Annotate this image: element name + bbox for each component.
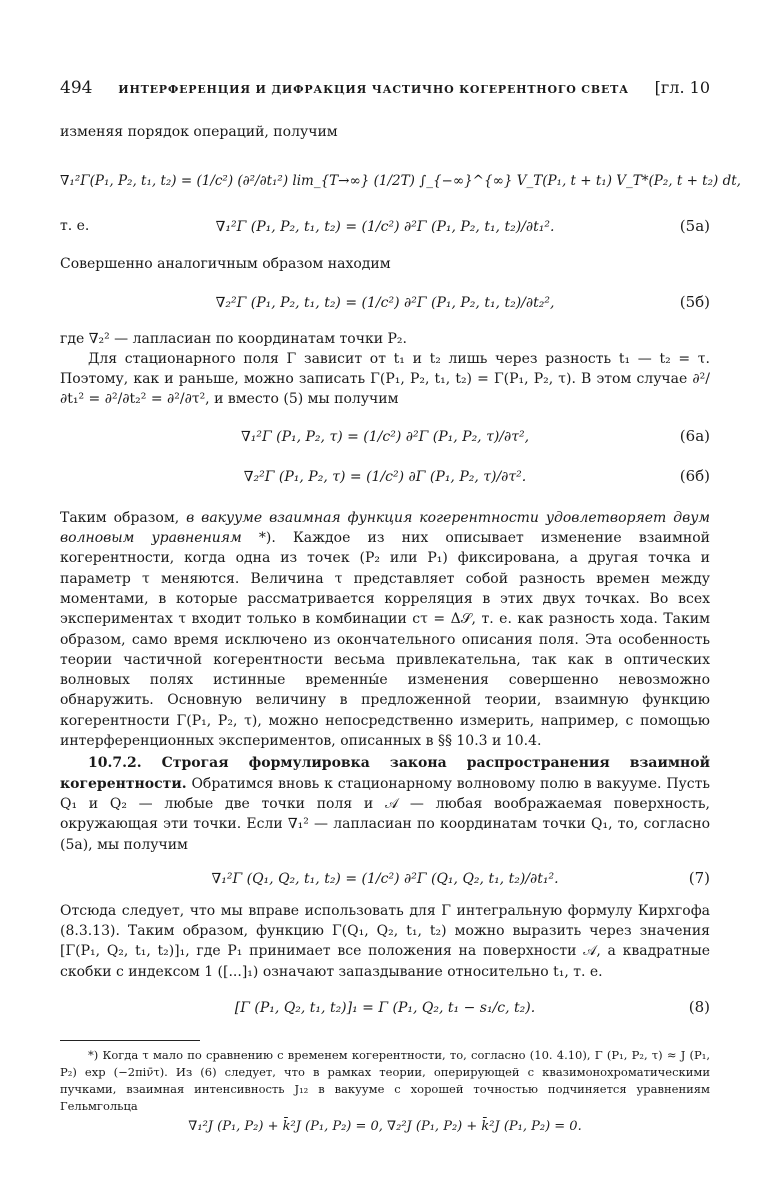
equation-5b-text: ∇₂²Γ (P₁, P₂, t₁, t₂) = (1/c²) ∂²Γ (P₁, P₂, t₁, t₂)/∂t₂², <box>215 294 555 311</box>
paragraph-section <box>60 753 710 854</box>
page-number: 494 <box>60 78 93 98</box>
equation-integral <box>60 160 741 200</box>
paragraph-analogous: Совершенно аналогичным образом находим <box>60 256 391 273</box>
paragraph-laplacian: где ∇₂² — лапласиан по координатам точки P₂. <box>60 330 407 347</box>
equation-7-text: ∇₁²Γ (Q₁, Q₂, t₁, t₂) = (1/c²) ∂²Γ (Q₁, Q₂, t₁, t₂)/∂t₁². <box>211 870 559 887</box>
equation-8-text: [Γ (P₁, Q₂, t₁, t₂)]₁ = Γ (P₁, Q₂, t₁ − s₁/c, t₂). <box>234 1000 536 1017</box>
p5-start: Таким образом, <box>60 509 187 526</box>
paragraph-stationary: Для стационарного поля Γ зависит от t₁ и t₂ лишь через разность t₁ — t₂ = τ. Поэтому, как и раньше, можно записать Γ(P₁, P₂, t₁, t₂) = Γ(P₁, P₂, τ). В этом случае ∂²/∂t₁² = ∂²/∂t₂² = ∂²/∂τ², и вместо (5) мы получим <box>60 350 710 408</box>
paragraph-wave-equations <box>60 508 710 752</box>
book-page <box>60 78 741 1135</box>
equation-5b-number: (5б) <box>679 292 710 311</box>
equation-integral-text: ∇₁²Γ(P₁, P₂, t₁, t₂) = (1/c²) (∂²/∂t₁²) lim_{T→∞} (1/2T) ∫_{−∞}^{∞} V_T(P₁, t + t₁) V_T*(P₂, t + t₂) dt, <box>60 173 741 190</box>
equation-6a-text: ∇₁²Γ (P₁, P₂, τ) = (1/c²) ∂²Γ (P₁, P₂, τ)/∂τ², <box>240 428 530 445</box>
footnote-text: *) Когда τ мало по сравнению с временем когерентности, то, согласно (10. 4.10), Γ (P₁, P₂, τ) ≈ J (P₁, P₂) exp (−2πiν̄τ). Из (6) следует, что в рамках теории, оперирующей с квазимонохроматическими пучками, взаимная интенсивность J₁₂ в вакууме с хорошей точностью подчиняется уравнениям Гельмгольца <box>60 1048 710 1114</box>
footnote-equation: ∇₁²J (P₁, P₂) + k̄²J (P₁, P₂) = 0, ∇₂²J (P₁, P₂) + k̄²J (P₁, P₂) = 0. <box>188 1119 582 1135</box>
equation-7 <box>60 859 710 897</box>
running-title: ИНТЕРФЕРЕНЦИЯ И ДИФРАКЦИЯ ЧАСТИЧНО КОГЕРЕНТНОГО СВЕТА <box>118 83 629 96</box>
p5-rest: *). Каждое из них описывает изменение взаимной когерентности, когда одна из точек (P₂ или P₁) фиксирована, а другая точка и параметр τ меняются. Величина τ представляет собой разность времен между моментами, в которые рассматривается корреляция в этих двух точках. Во всех экспериментах τ входит только в комбинации cτ = Δ𝒮, т. е. как разность хода. Таким образом, само время исключено из окончательного описания поля. Эта особенность теории частичной когерентности весьма привлекательна, так как в оптических волновых полях истинные временны́е изменения совершенно невозможно обнаружить. Основную величину в предложенной теории, взаимную функцию когерентности Γ(P₁, P₂, τ), можно непосредственно измерить, например, с помощью интерференционных экспериментов, описанных в §§ 10.3 и 10.4. <box>60 530 710 750</box>
chapter-marker: [гл. 10 <box>654 78 710 97</box>
equation-6b-text: ∇₂²Γ (P₁, P₂, τ) = (1/c²) ∂Γ (P₁, P₂, τ)/∂τ². <box>243 468 527 485</box>
equation-8 <box>60 988 710 1026</box>
equation-6b <box>60 456 710 496</box>
equation-7-number: (7) <box>688 868 710 887</box>
equation-6b-number: (6б) <box>679 466 710 485</box>
paragraph-intro: изменяя порядок операций, получим <box>60 124 338 140</box>
equation-5b <box>60 281 710 323</box>
footnote-rule <box>60 1040 200 1041</box>
equation-6a <box>60 416 710 456</box>
equation-5a-number: (5а) <box>679 217 710 236</box>
running-header <box>60 78 710 104</box>
equation-5a-text: ∇₁²Γ (P₁, P₂, t₁, t₂) = (1/c²) ∂²Γ (P₁, P₂, t₁, t₂)/∂t₁². <box>215 219 555 236</box>
footnote <box>60 1047 710 1134</box>
p6-text: Обратимся вновь к стационарному волновому полю в вакууме. Пусть Q₁ и Q₂ — любые две точки поля и 𝒜 — любая воображаемая поверхность, окружающая эти точки. Если ∇₁² — лапласиан по координатам точки Q₁, то, согласно (5а), мы получим <box>60 775 710 853</box>
equation-5a <box>60 204 710 248</box>
section-title: 10.7.2. Строгая формулировка закона распространения взаимной когерентности. <box>60 755 710 792</box>
equation-6a-number: (6а) <box>679 426 710 445</box>
p5-italic: в вакууме взаимная функция когерентности удовлетворяет двум волновым уравнениям <box>60 509 710 547</box>
equation-8-number: (8) <box>688 998 710 1017</box>
paragraph-kirchhoff: Отсюда следует, что мы вправе использовать для Γ интегральную формулу Кирхгофа (8.3.13). Таким образом, функцию Γ(Q₁, Q₂, t₁, t₂) можно выразить через значения [Γ(P₁, Q₂, t₁, t₂)]₁, где P₁ принимает все положения на поверхности 𝒜, а квадратные скобки с индексом 1 ([...]₁) означают запаздывание относительно t₁, т. е. <box>60 902 710 980</box>
te-label: т. е. <box>60 218 90 235</box>
